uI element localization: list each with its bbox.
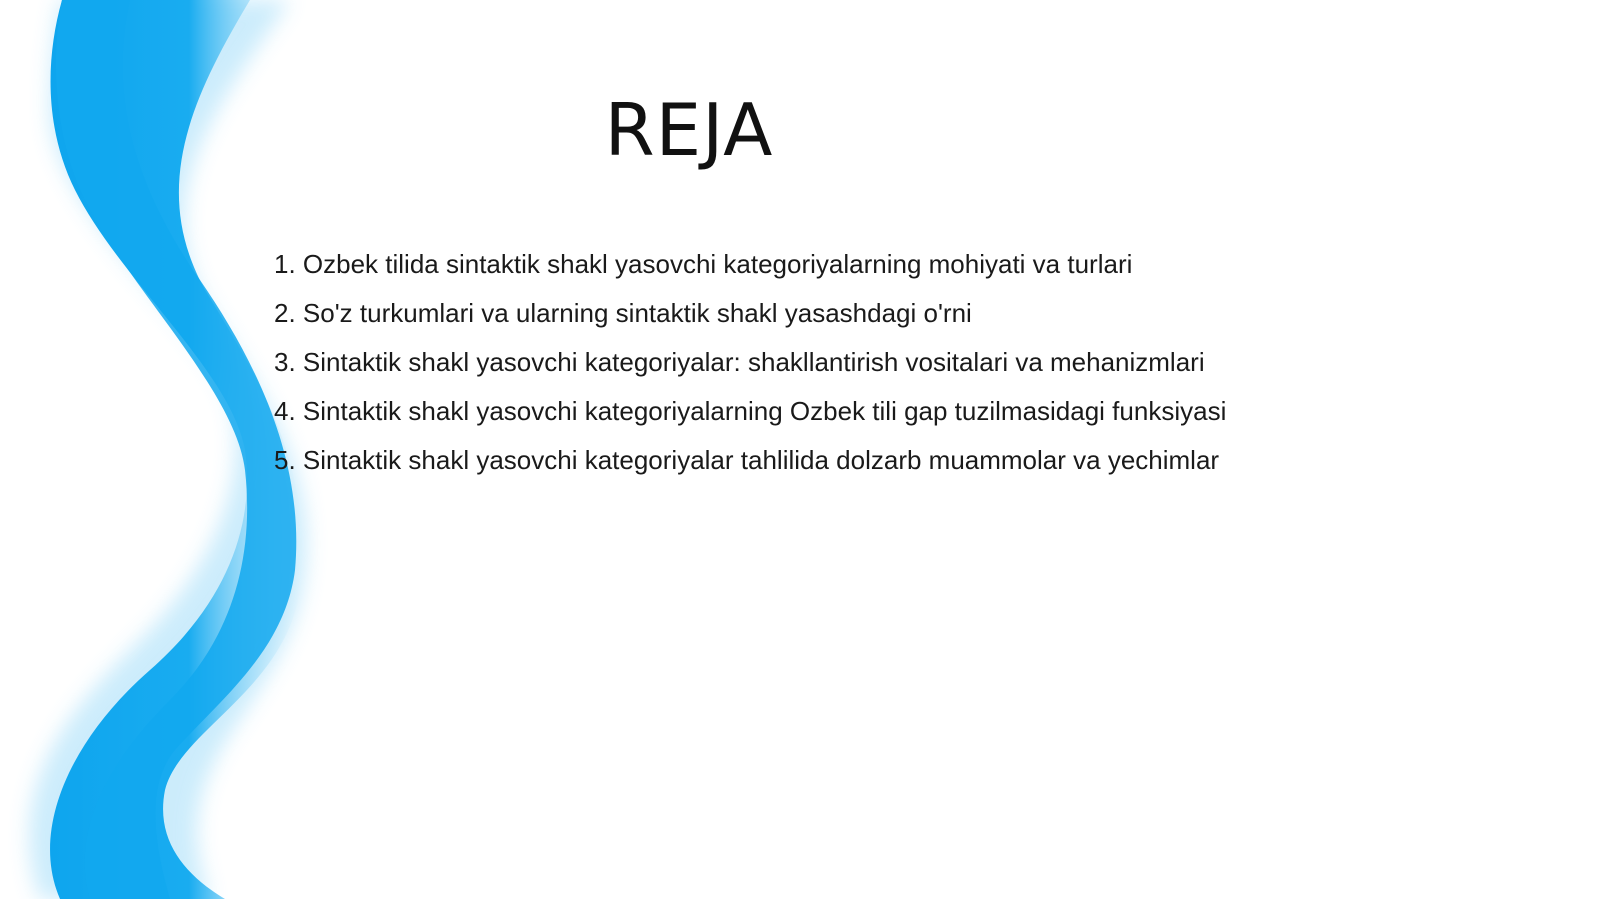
plan-item: 5. Sintaktik shakl yasovchi kategoriyalar tahlilida dolzarb muammolar va yechimlar (274, 445, 1220, 475)
plan-item: 4. Sintaktik shakl yasovchi kategoriyalarning Ozbek tili gap tuzilmasidagi funksiyasi (274, 396, 1227, 426)
plan-list (274, 240, 1574, 485)
slide-title: REJA (604, 88, 774, 172)
plan-item: 2. So'z turkumlari va ularning sintaktik shakl yasashdagi o'rni (274, 298, 972, 328)
plan-item: 1. Ozbek tilida sintaktik shakl yasovchi kategoriyalarning mohiyati va turlari (274, 249, 1133, 279)
plan-item: 3. Sintaktik shakl yasovchi kategoriyalar: shakllantirish vositalari va mehanizmlari (274, 347, 1205, 377)
